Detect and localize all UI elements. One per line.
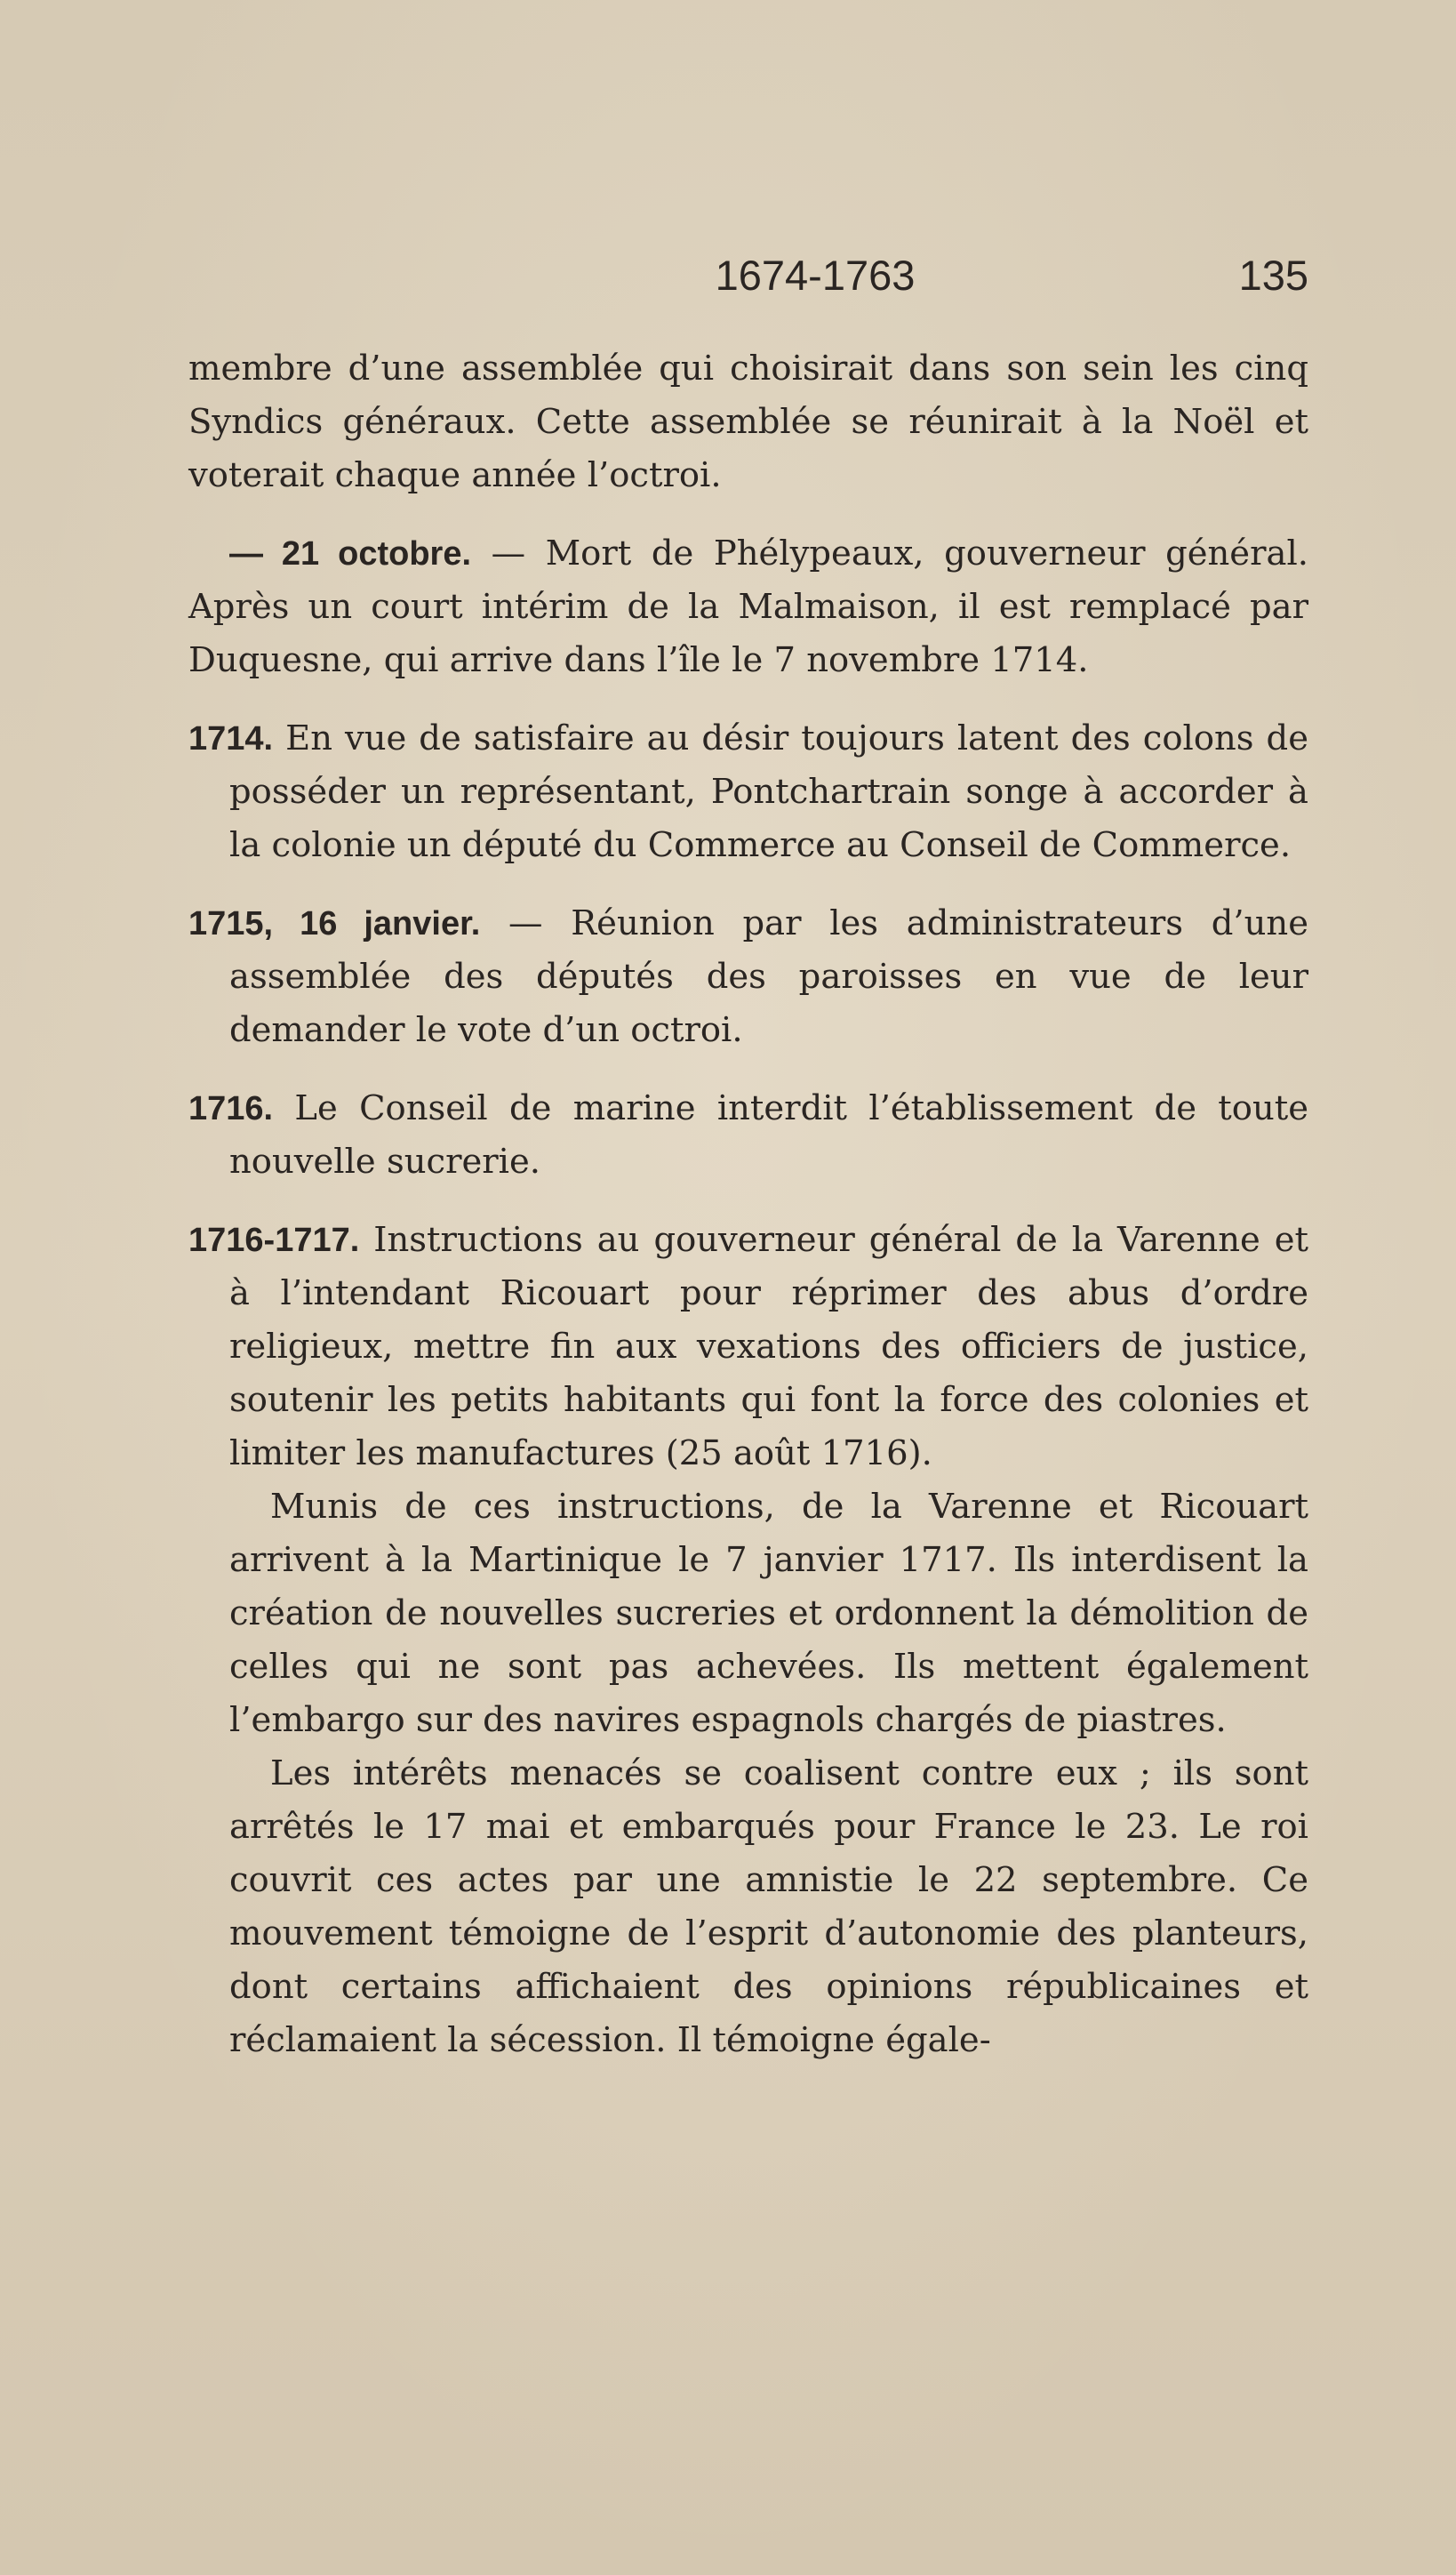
- paragraph-text: Munis de ces instructions, de la Varenne et Ricouart arrivent à la Martinique le 7 janvier 1717. Ils interdisent la création de nouvelles sucreries et ordonnent la démolition de celles qui ne sont pas achevées. Ils mettent également l’embargo sur des navires espagnols chargés de piastres.: [229, 1487, 1308, 1740]
- entry-date: 1715, 16 janvier.: [188, 905, 481, 943]
- entry-text: Le Conseil de marine interdit l’établissement de toute nouvelle sucrerie.: [229, 1088, 1308, 1182]
- entry-date: 1716.: [188, 1090, 274, 1127]
- page-number: 135: [1238, 252, 1308, 299]
- entry-text: Instructions au gouverneur général de la Varenne et à l’intendant Ricouart pour réprimer des abus d’ordre religieux, mettre fin aux vexations des officiers de justice, soutenir les petits habitants qui font la force des colonies et limiter les manufactures (25 août 1716).: [229, 1220, 1308, 1473]
- entry-date: 1716-1717.: [188, 1222, 360, 1259]
- entry-text: — Mort de Phélypeaux, gouverneur général. Après un court intérim de la Malmaison, il est remplacé par Duquesne, qui arrive dans l’île le 7 novembre 1714.: [188, 533, 1308, 680]
- body-text: [188, 342, 1308, 2067]
- entry-date: 1714.: [188, 720, 274, 758]
- entry-1716-1717: [188, 1214, 1308, 1480]
- paragraph-instructions: [188, 1480, 1308, 1747]
- entry-1716: [188, 1082, 1308, 1189]
- paragraph-continuation: [188, 342, 1308, 502]
- paragraph-text: Les intérêts menacés se coalisent contre eux ; ils sont arrêtés le 17 mai et embarqués pour France le 23. Le roi couvrit ces actes par une amnistie le 22 septembre. Ce mouvement témoigne de l’esprit d’autonomie des planteurs, dont certains affichaient des opinions républicaines et réclamaient la sécession. Il témoigne égale-: [229, 1753, 1308, 2060]
- paragraph-text: membre d’une assemblée qui choisirait dans son sein les cinq Syndics généraux. Cette assemblée se réunirait à la Noël et voterait chaque année l’octroi.: [188, 349, 1308, 495]
- running-head: [188, 251, 1308, 313]
- entry-1715: [188, 897, 1308, 1057]
- entry-text: — Réunion par les administrateurs d’une assemblée des députés des paroisses en vue de leur demander le vote d’un octroi.: [229, 903, 1309, 1050]
- entry-1714: [188, 712, 1308, 872]
- entry-date: — 21 octobre.: [229, 535, 472, 573]
- entry-21-octobre: [188, 527, 1308, 687]
- running-title: 1674-1763: [715, 252, 916, 299]
- entry-text: En vue de satisfaire au désir toujours latent des colons de posséder un représentant, Pontchartrain songe à accorder à la colonie un député du Commerce au Conseil de Commerce.: [229, 718, 1308, 865]
- paragraph-interets: [188, 1747, 1308, 2067]
